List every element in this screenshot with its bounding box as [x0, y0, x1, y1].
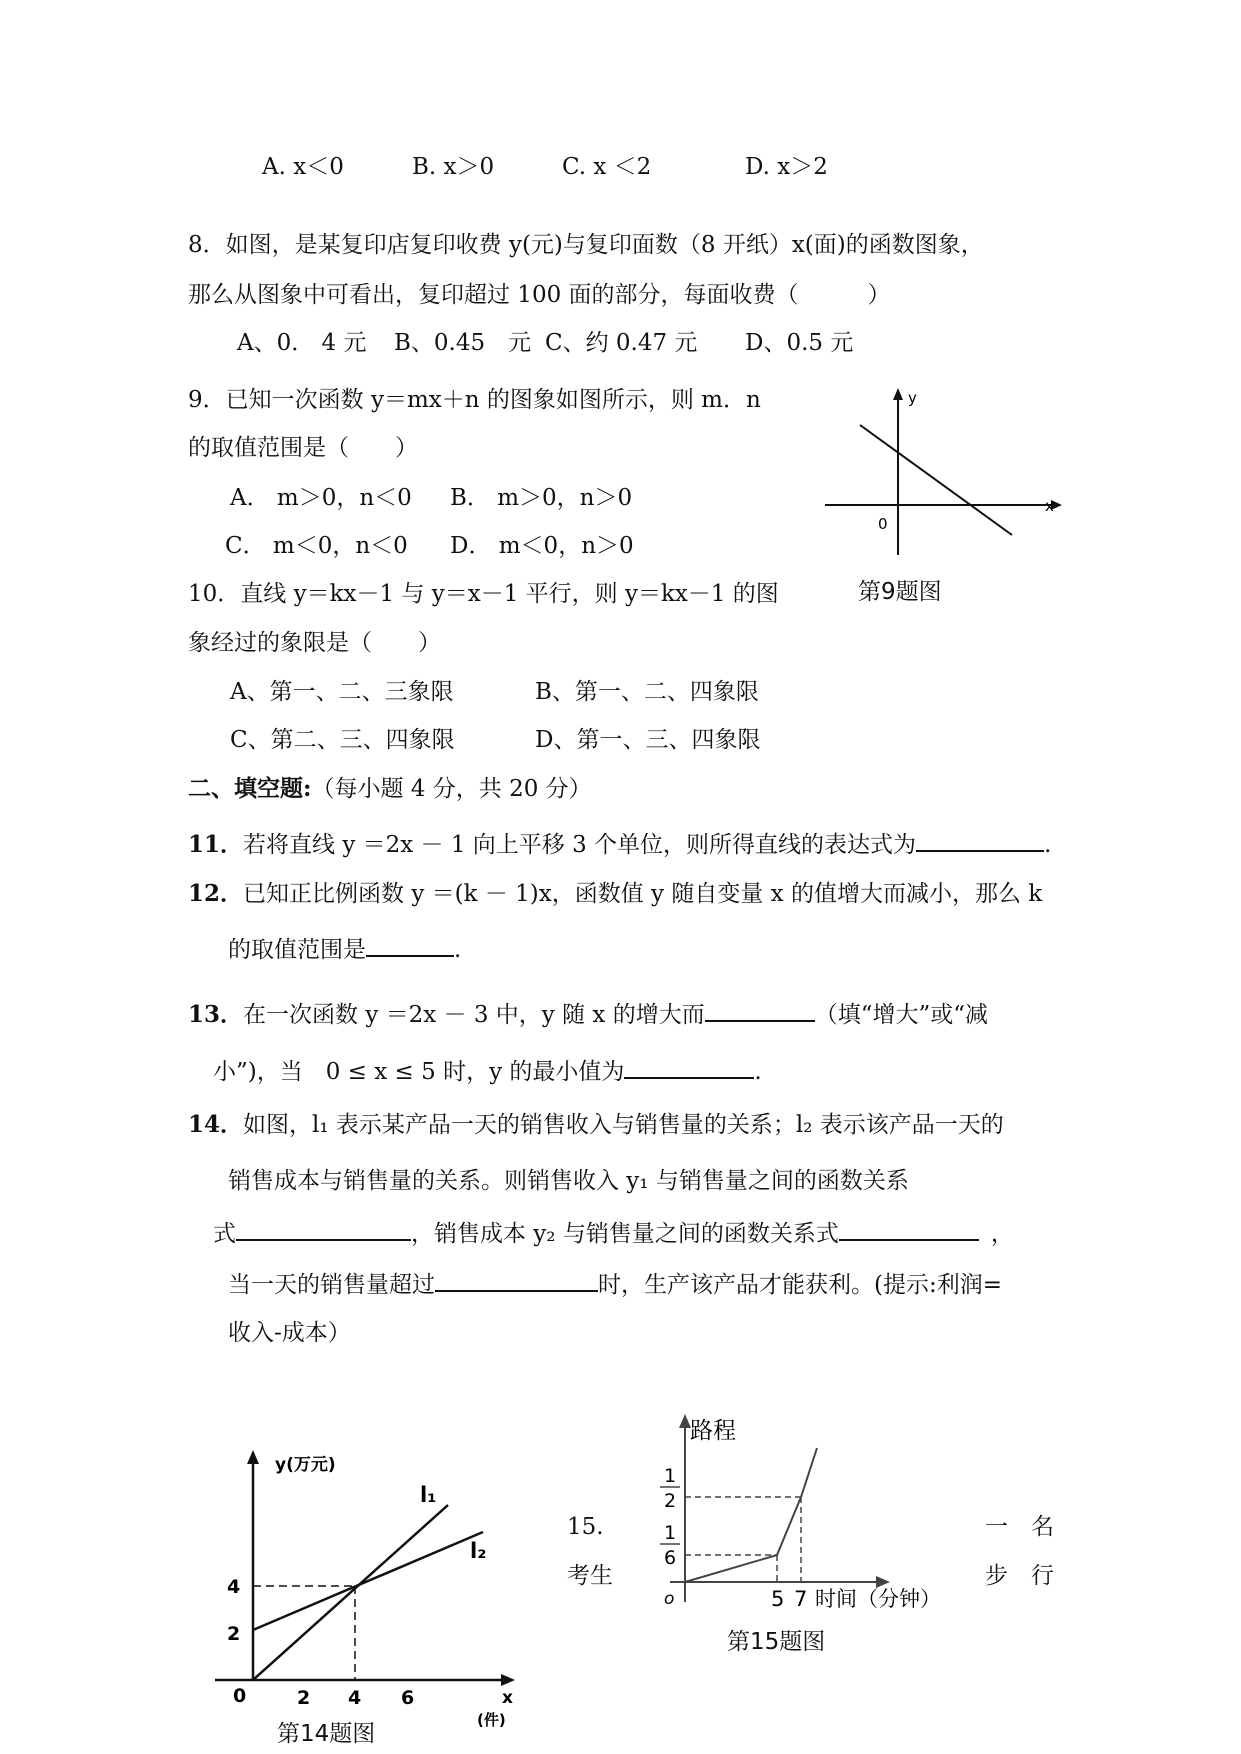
q14-line-l2 [253, 1532, 483, 1630]
q15-origin-label: o [664, 1589, 675, 1609]
q12-answer-blank[interactable] [366, 933, 454, 957]
q11-text: 若将直线 y ＝2x － 1 向上平移 3 个单位，则所得直线的表达式为 [243, 832, 917, 858]
q13-answer-blank-1[interactable] [705, 998, 815, 1022]
q15-figure [650, 1412, 970, 1612]
q12-line2 [228, 933, 461, 965]
q9-x-label: x [1045, 497, 1054, 515]
q13-line2 [213, 1055, 762, 1087]
q13-line2-text: 小”)，当 0 ≤ x ≤ 5 时，y 的最小值为 [213, 1059, 625, 1085]
q14-y-label: y(万元) [275, 1455, 336, 1475]
q15-path-line [685, 1448, 817, 1582]
q15-y-tick-sixth-num: 1 [664, 1522, 677, 1544]
q14-answer-blank-2[interactable] [839, 1217, 979, 1241]
q14-line2: 销售成本与销售量的关系。则销售收入 y₁ 与销售量之间的函数关系 [228, 1168, 909, 1194]
q14-l1-label: l₁ [420, 1483, 437, 1507]
q8-option-a: A、0． 4 元 [237, 330, 367, 356]
q9-figure [815, 385, 1075, 560]
q12-number: 12． [188, 880, 244, 907]
q13-number: 13． [188, 1001, 244, 1028]
q15-x-tick-5: 5 [771, 1587, 785, 1611]
q14-y-tick-4: 4 [227, 1576, 241, 1598]
q15-left-word: 考生 [567, 1563, 613, 1589]
q9-option-a: A． m＞0，n＜0 [230, 485, 412, 511]
q13-answer-blank-2[interactable] [624, 1055, 754, 1079]
q14-line4 [228, 1268, 1002, 1300]
q9-line1: 9．已知一次函数 y＝mx＋n 的图象如图所示，则 m．n [188, 387, 761, 413]
q8-line1: 8．如图，是某复印店复印收费 y(元)与复印面数（8 开纸）x(面)的函数图象， [188, 232, 984, 258]
q8-option-b: B、0.45 元 [394, 330, 532, 356]
q14-number: 14． [188, 1111, 244, 1138]
q12 [188, 879, 1042, 909]
q15-figure-caption: 第15题图 [727, 1629, 826, 1655]
q15-right-bottom: 步 行 [985, 1563, 1054, 1589]
q9-option-d: D． m＜0，n＞0 [450, 533, 634, 559]
q14-line3b: ，销售成本 y₂ 与销售量之间的函数关系式 [411, 1221, 839, 1247]
q15-right-top: 一 名 [985, 1514, 1054, 1540]
q14-line3a: 式 [213, 1221, 236, 1247]
q14-l2-label: l₂ [470, 1539, 487, 1563]
q12-end: . [454, 937, 462, 963]
q14-line3c: ， [990, 1221, 1014, 1247]
q9-line2: 的取值范围是（ ） [188, 435, 418, 461]
q9-y-label: y [908, 389, 917, 407]
q11-number: 11． [188, 831, 244, 858]
q14-x-unit: (件) [477, 1711, 506, 1729]
q11-answer-blank[interactable] [916, 828, 1044, 852]
q10-option-a: A、第一、二、三象限 [230, 679, 454, 705]
q9-figure-caption: 第9题图 [858, 579, 942, 605]
q14-line-l1 [253, 1505, 448, 1680]
q14-figure-caption: 第14题图 [277, 1721, 376, 1747]
q14-figure [205, 1440, 545, 1730]
q9-y-arrow [893, 388, 903, 400]
q7-option-b: B. x＞0 [412, 154, 495, 180]
q14-x-tick-4: 4 [348, 1687, 362, 1709]
q7-option-d: D. x＞2 [745, 154, 828, 180]
q8-option-c: C、约 0.47 元 [545, 330, 698, 356]
q14-line5: 收入-成本） [228, 1320, 351, 1346]
section2-heading [188, 774, 592, 804]
q15-y-tick-half-den: 2 [664, 1490, 677, 1512]
q14-y-arrow [247, 1450, 259, 1464]
q15-y-tick-half-num: 1 [664, 1465, 677, 1487]
q15-x-label: 时间（分钟） [815, 1587, 941, 1611]
q10-line2: 象经过的象限是（ ） [188, 630, 441, 656]
q13-tail: （填“增大”或“减 [814, 1002, 988, 1028]
q14-line4b: 时，生产该产品才能获利。(提示:利润= [598, 1272, 1002, 1298]
q12-line2-text: 的取值范围是 [228, 937, 366, 963]
q15-x-tick-7: 7 [794, 1587, 808, 1611]
q15-y-label: 路程 [690, 1418, 736, 1444]
q13-text: 在一次函数 y ＝2x － 3 中，y 随 x 的增大而 [243, 1002, 705, 1028]
section2-note: （每小题 4 分，共 20 分） [311, 776, 592, 802]
q15-y-tick-sixth-den: 6 [664, 1547, 677, 1569]
q9-option-c: C． m＜0，n＜0 [225, 533, 408, 559]
q14-line4a: 当一天的销售量超过 [228, 1272, 435, 1298]
q13 [188, 998, 988, 1030]
q7-option-c: C. x ＜2 [562, 154, 652, 180]
q8-option-d: D、0.5 元 [745, 330, 854, 356]
q9-origin-label: 0 [878, 515, 888, 533]
q14-line1 [188, 1110, 1004, 1140]
q11-end: . [1044, 832, 1052, 858]
q9-option-b: B． m＞0，n＞0 [450, 485, 633, 511]
q10-option-d: D、第一、三、四象限 [535, 727, 761, 753]
q10-option-b: B、第一、二、四象限 [535, 679, 759, 705]
q10-option-c: C、第二、三、四象限 [230, 727, 455, 753]
q11 [188, 828, 1051, 860]
q14-line1-text: 如图，l₁ 表示某产品一天的销售收入与销售量的关系；l₂ 表示该产品一天的 [243, 1112, 1004, 1138]
q14-answer-blank-1[interactable] [236, 1217, 411, 1241]
q8-line2: 那么从图象中可看出，复印超过 100 面的部分，每面收费（ ） [188, 282, 891, 308]
q14-origin-label: 0 [233, 1685, 247, 1707]
q13-end: . [754, 1059, 762, 1085]
q14-x-label: x [502, 1688, 513, 1708]
q15-number: 15. [567, 1514, 604, 1540]
q14-x-tick-2: 2 [297, 1687, 311, 1709]
q14-line3 [213, 1217, 1014, 1249]
q14-answer-blank-3[interactable] [435, 1268, 598, 1292]
q14-x-tick-6: 6 [401, 1687, 415, 1709]
q12-text: 已知正比例函数 y ＝(k － 1)x，函数值 y 随自变量 x 的值增大而减小，那么 k [243, 881, 1043, 907]
q10-line1: 10．直线 y＝kx－1 与 y＝x－1 平行，则 y＝kx－1 的图 [188, 581, 779, 607]
q14-x-arrow [501, 1674, 515, 1686]
q14-y-tick-2: 2 [227, 1623, 241, 1645]
section2-title: 二、填空题: [188, 775, 312, 802]
q7-option-a: A. x＜0 [262, 154, 344, 180]
